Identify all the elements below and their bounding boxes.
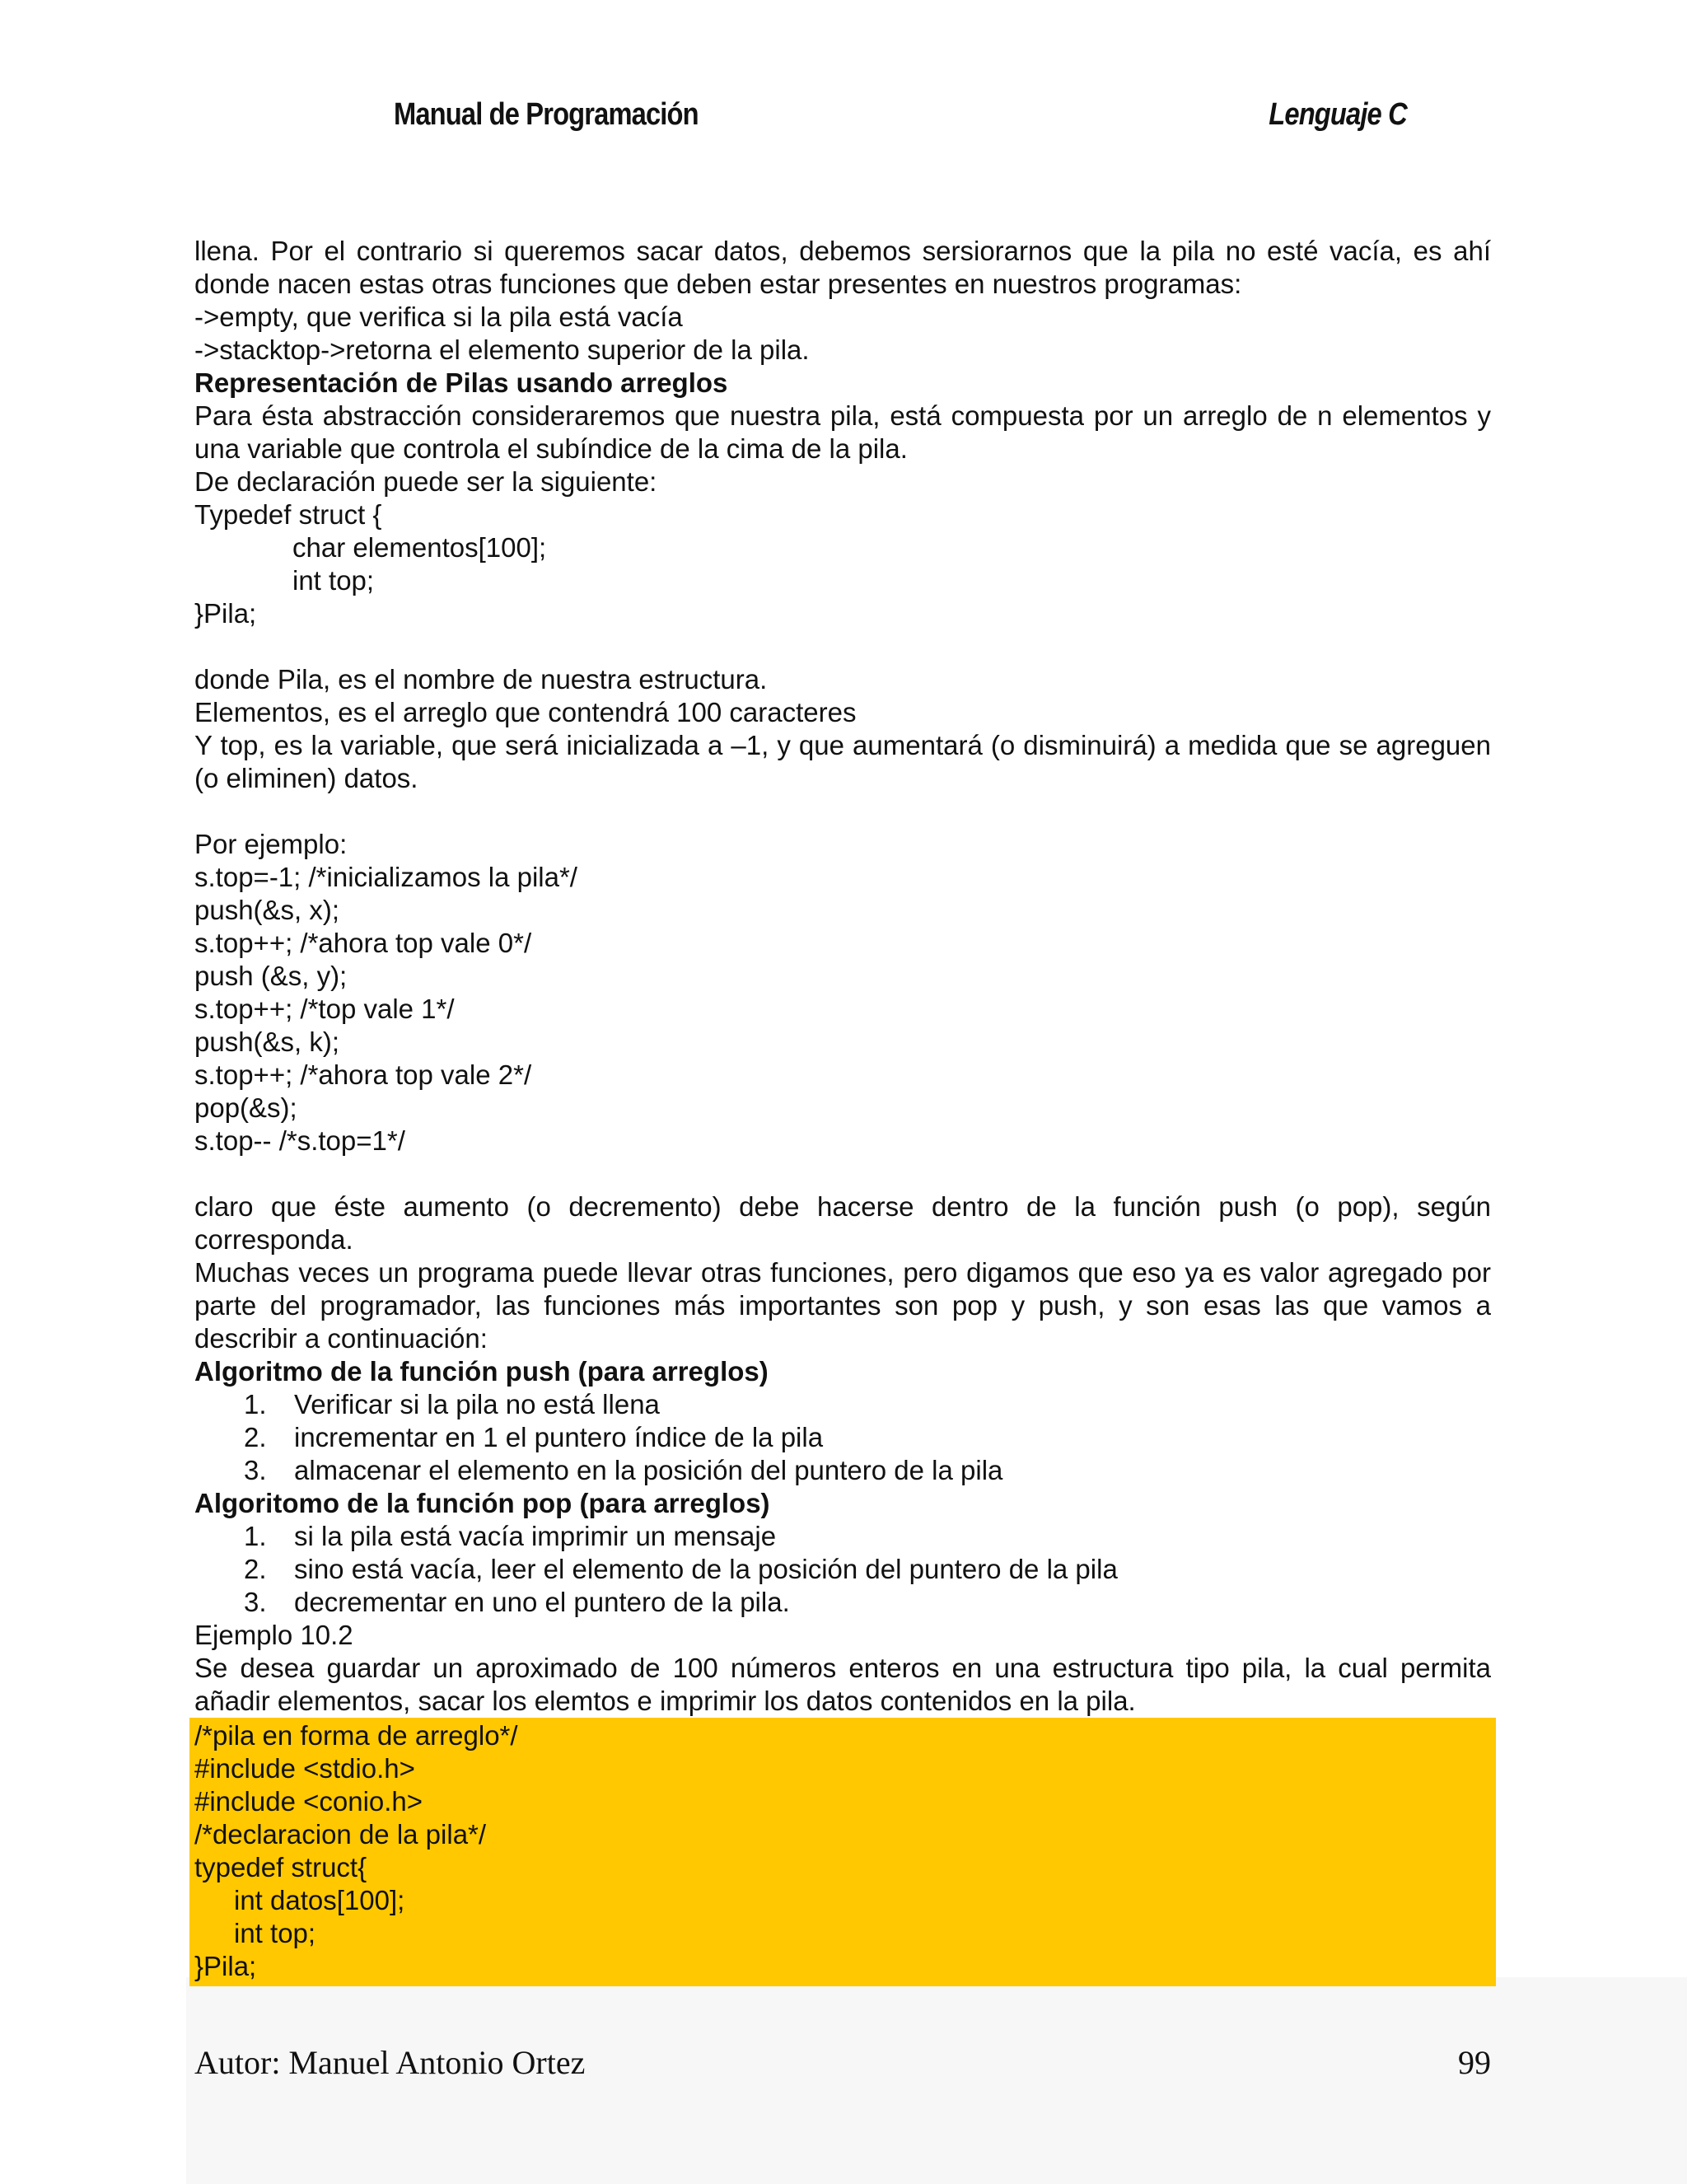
- list-number: 1.: [244, 1389, 267, 1419]
- code-line: typedef struct{: [194, 1852, 367, 1882]
- code-line: s.top++; /*top vale 1*/: [194, 994, 455, 1024]
- list-text: sino está vacía, leer el elemento de la posición del puntero de la pila: [294, 1554, 1118, 1584]
- list-number: 2.: [244, 1554, 267, 1584]
- section-heading: Algoritmo de la función push (para arreglos): [194, 1356, 769, 1387]
- code-block: [189, 1718, 1496, 1986]
- paragraph: Se desea guardar un aproximado de 100 números enteros en una estructura tipo pila, la cual permita añadir elementos, sacar los elemtos e imprimir los datos contenidos en la pila.: [194, 1653, 1491, 1716]
- list-item: [194, 1454, 1491, 1487]
- code-line: /*pila en forma de arreglo*/: [194, 1720, 518, 1751]
- code-line: char elementos[100];: [292, 532, 547, 563]
- code-line: push(&s, x);: [194, 895, 340, 925]
- paragraph: Y top, es la variable, que será inicializada a –1, y que aumentará (o disminuirá) a medida que se agreguen (o eliminen) datos.: [194, 730, 1491, 793]
- code-line: s.top-- /*s.top=1*/: [194, 1125, 405, 1156]
- list-item: [194, 1553, 1491, 1586]
- code-line: s.top++; /*ahora top vale 2*/: [194, 1059, 532, 1090]
- paragraph: ->stacktop->retorna el elemento superior de la pila.: [194, 334, 810, 365]
- code-line: int top;: [292, 565, 375, 596]
- spacer: [194, 1157, 1491, 1190]
- code-line: push(&s, k);: [194, 1027, 340, 1057]
- spacer: [194, 795, 1491, 828]
- paragraph: Muchas veces un programa puede llevar otras funciones, pero digamos que eso ya es valor agregado por parte del programador, las funciones más importantes son pop y push, y son esas las que vamos a describir a continuación:: [194, 1257, 1491, 1354]
- code-line: #include <stdio.h>: [194, 1753, 415, 1784]
- code-line: }Pila;: [194, 598, 257, 629]
- code-line: pop(&s);: [194, 1092, 297, 1123]
- list-number: 1.: [244, 1521, 267, 1551]
- list-text: decrementar en uno el puntero de la pila.: [294, 1587, 790, 1617]
- list-text: Verificar si la pila no está llena: [294, 1389, 660, 1419]
- code-line: s.top=-1; /*inicializamos la pila*/: [194, 862, 577, 892]
- spacer: [194, 630, 1491, 663]
- paragraph: Ejemplo 10.2: [194, 1620, 353, 1650]
- code-line: }Pila;: [194, 1951, 257, 1981]
- list-text: incrementar en 1 el puntero índice de la pila: [294, 1422, 824, 1452]
- list-item: [194, 1388, 1491, 1421]
- footer-author: Autor: Manuel Antonio Ortez: [194, 2044, 586, 2081]
- header-title: Manual de Programación: [394, 97, 699, 132]
- paragraph: Elementos, es el arreglo que contendrá 100 caracteres: [194, 697, 857, 727]
- code-line: int datos[100];: [234, 1885, 405, 1915]
- list-item: [194, 1586, 1491, 1619]
- list-text: si la pila está vacía imprimir un mensaje: [294, 1521, 777, 1551]
- pop-steps-list: [194, 1520, 1491, 1619]
- code-line: #include <conio.h>: [194, 1786, 423, 1817]
- paragraph: ->empty, que verifica si la pila está vacía: [194, 302, 683, 332]
- code-line: s.top++; /*ahora top vale 0*/: [194, 928, 532, 958]
- code-line: push (&s, y);: [194, 961, 348, 991]
- paragraph: Por ejemplo:: [194, 829, 348, 859]
- paragraph: Para ésta abstracción consideraremos que nuestra pila, está compuesta por un arreglo de n elementos y una variable que controla el subíndice de la cima de la pila.: [194, 400, 1491, 464]
- paragraph: llena. Por el contrario si queremos sacar datos, debemos sersiorarnos que la pila no esté vacía, es ahí donde nacen estas otras funciones que deben estar presentes en nuestros programas:: [194, 236, 1491, 299]
- list-number: 2.: [244, 1422, 267, 1452]
- list-number: 3.: [244, 1587, 267, 1617]
- code-line: Typedef struct {: [194, 499, 382, 530]
- page-number: 99: [1458, 2044, 1491, 2081]
- code-line: /*declaracion de la pila*/: [194, 1819, 487, 1850]
- page-header: [394, 97, 1407, 142]
- code-line: int top;: [234, 1918, 316, 1948]
- list-text: almacenar el elemento en la posición del puntero de la pila: [294, 1455, 1003, 1485]
- page-footer: [194, 2043, 1491, 2084]
- list-item: [194, 1421, 1491, 1454]
- paragraph: De declaración puede ser la siguiente:: [194, 466, 657, 497]
- section-heading: Representación de Pilas usando arreglos: [194, 367, 728, 398]
- header-subject: Lenguaje C: [1269, 97, 1407, 132]
- paragraph: claro que éste aumento (o decremento) debe hacerse dentro de la función push (o pop), según corresponda.: [194, 1191, 1491, 1255]
- section-heading: Algoritomo de la función pop (para arreglos): [194, 1488, 770, 1518]
- paragraph: donde Pila, es el nombre de nuestra estructura.: [194, 664, 768, 694]
- page-body: [194, 235, 1491, 1986]
- list-item: [194, 1520, 1491, 1553]
- list-number: 3.: [244, 1455, 267, 1485]
- push-steps-list: [194, 1388, 1491, 1487]
